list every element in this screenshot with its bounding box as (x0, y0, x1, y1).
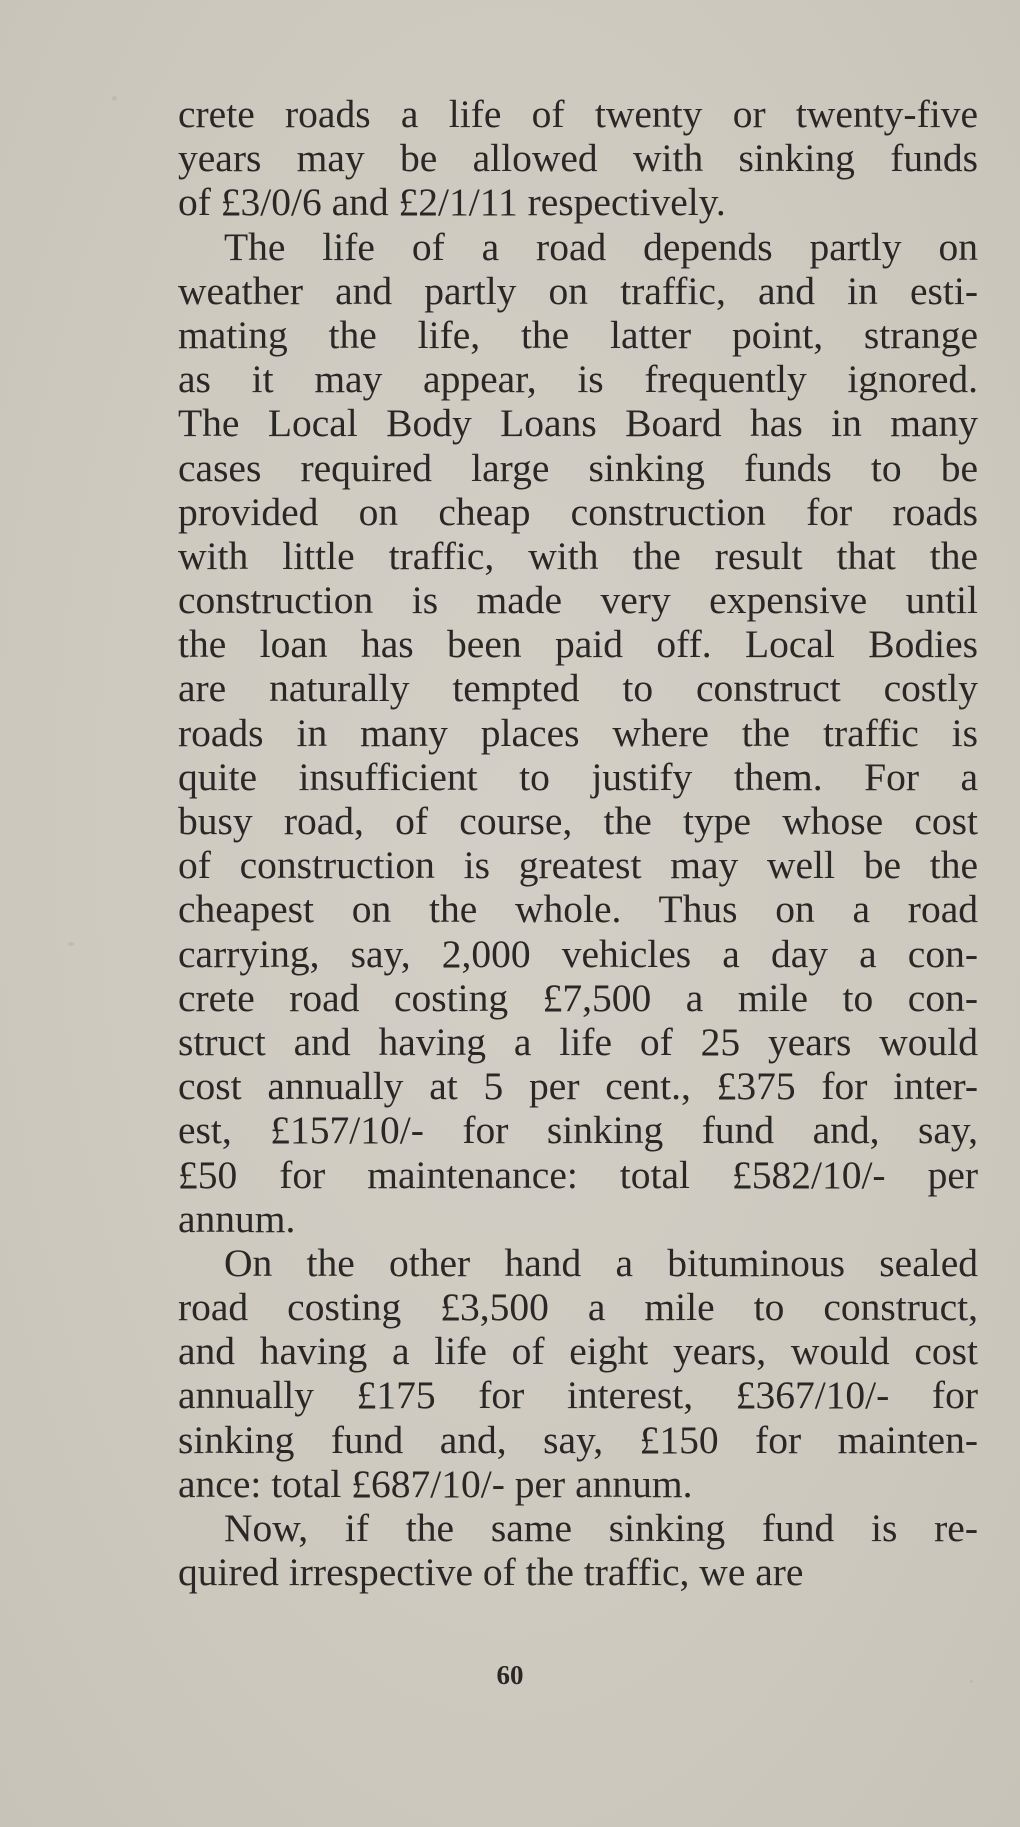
paragraph (178, 92, 978, 225)
text-line: cases required large sinking funds to be (178, 445, 978, 490)
text-line: mating the life, the latter point, strange (178, 312, 978, 357)
paragraph (178, 1506, 978, 1594)
text-line: provided on cheap construction for roads (178, 489, 978, 534)
text-line: as it may appear, is frequently ignored. (178, 357, 978, 402)
text-line: with little traffic, with the result that the (178, 533, 978, 578)
text-line: cost annually at 5 per cent., £375 for inter- (178, 1064, 978, 1109)
text-line: quired irrespective of the traffic, we are (178, 1550, 804, 1595)
text-line: of £3/0/6 and £2/1/11 respectively. (178, 180, 726, 225)
text-line: struct and having a life of 25 years would (178, 1019, 978, 1064)
text-line: est, £157/10/- for sinking fund and, say, (178, 1108, 978, 1153)
text-line: and having a life of eight years, would cost (178, 1329, 978, 1374)
paper-speck (112, 96, 117, 101)
page-number: 60 (496, 1660, 524, 1690)
text-line: road costing £3,500 a mile to construct, (178, 1285, 978, 1330)
paper-speck (68, 942, 74, 946)
text-line: The life of a road depends partly on (224, 224, 978, 269)
text-line: The Local Body Loans Board has in many (178, 401, 978, 446)
text-line: Now, if the same sinking fund is re- (224, 1506, 978, 1550)
paragraph (178, 225, 978, 1241)
body-text (178, 92, 978, 1594)
text-line: carrying, say, 2,000 vehicles a day a con- (178, 931, 978, 976)
text-line: are naturally tempted to construct costly (178, 666, 978, 711)
text-line: quite insufficient to justify them. For a (178, 754, 978, 799)
text-line: the loan has been paid off. Local Bodies (178, 622, 978, 667)
text-line: £50 for maintenance: total £582/10/- per (178, 1152, 978, 1197)
text-line: crete roads a life of twenty or twenty-five (178, 92, 978, 136)
paragraph (178, 1241, 978, 1506)
text-line: annually £175 for interest, £367/10/- for (178, 1373, 978, 1418)
text-line: years may be allowed with sinking funds (178, 136, 978, 181)
text-line: annum. (178, 1196, 296, 1241)
text-line: On the other hand a bituminous sealed (224, 1240, 978, 1285)
text-line: roads in many places where the traffic is (178, 710, 978, 755)
text-line: construction is made very expensive until (178, 578, 978, 623)
text-line: busy road, of course, the type whose cost (178, 799, 978, 843)
text-line: sinking fund and, say, £150 for mainten- (178, 1417, 978, 1462)
text-line: weather and partly on traffic, and in esti- (178, 268, 978, 313)
text-line: crete road costing £7,500 a mile to con- (178, 975, 978, 1020)
text-line: cheapest on the whole. Thus on a road (178, 887, 978, 932)
text-line: ance: total £687/10/- per annum. (178, 1461, 693, 1506)
text-line: of construction is greatest may well be the (178, 843, 978, 888)
